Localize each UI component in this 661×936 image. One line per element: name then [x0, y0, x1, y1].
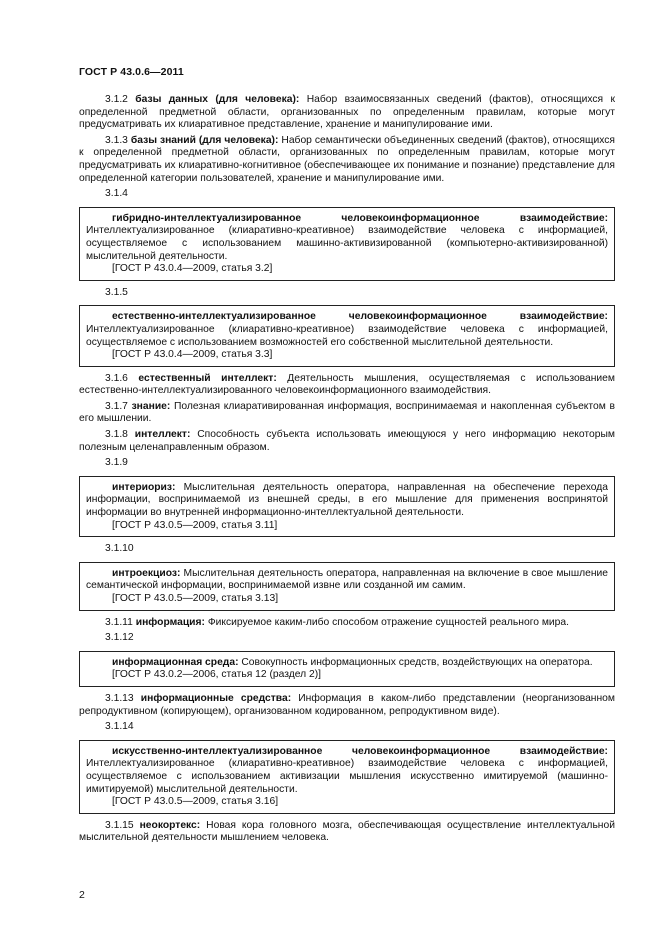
entry-number: 3.1.12	[105, 632, 134, 644]
entry-3-1-11	[79, 617, 615, 630]
entry-definition: Фиксируемое каким-либо способом отражение сущностей реального мира.	[207, 616, 569, 628]
entry-term: естественно-интеллектуализированное человекоинформационное взаимодействие:	[112, 311, 608, 323]
boxed-entry-3-1-9	[79, 476, 615, 537]
entry-term: знание:	[131, 400, 171, 412]
entry-term: гибридно-интеллектуализированное человекоинформационное взаимодействие:	[112, 212, 608, 224]
entry-number: 3.1.14	[105, 721, 134, 733]
entry-number: 3.1.8	[105, 429, 128, 441]
entry-definition: Мыслительная деятельность оператора, направленная на включение в свое мышление семантической информации, воспринимаемой извне или созданной им самим.	[86, 567, 608, 592]
entry-number: 3.1.7	[105, 400, 128, 412]
boxed-entry-3-1-12	[79, 651, 615, 687]
entry-number: 3.1.13	[105, 692, 134, 704]
entry-term: информационные средства:	[140, 692, 292, 704]
entry-definition: Интеллектуализированное (клиаративно-креативное) взаимодействие человека с информацией, осуществляемое с использованием активизации мышления искусственно имитируемой (машинно-имитируемой) мыслительной деятельности.	[86, 758, 608, 795]
entry-term: информация:	[135, 616, 205, 628]
entry-definition: Интеллектуализированное (клиаративно-креативное) взаимодействие человека с информацией, осуществляемое с использованием возможностей его собственной мыслительной деятельности.	[86, 323, 608, 348]
entry-3-1-2	[79, 94, 615, 132]
entry-3-1-6	[79, 373, 615, 398]
entry-definition: Мыслительная деятельность оператора, направленная на обеспечение перехода информации, воспринимаемой из внешней среды, в его мышление для применения воспринятой информации во внутренней информационно-интеллектуальной деятельности.	[86, 481, 608, 519]
entry-term: интериориз:	[112, 481, 176, 493]
boxed-entry-3-1-5	[79, 305, 615, 366]
entry-definition: Полезная клиаративированная информация, воспринимаемая и накопленная субъектом в его мышлении.	[79, 400, 615, 425]
boxed-entry-3-1-4	[79, 207, 615, 281]
boxed-entry-3-1-10	[79, 562, 615, 611]
entry-reference: [ГОСТ Р 43.0.4—2009, статья 3.2]	[112, 263, 273, 275]
boxed-entry-3-1-14	[79, 740, 615, 814]
entry-number: 3.1.9	[105, 457, 128, 469]
entry-definition: Информация в каком-либо представлении (неорганизованном репродуктивном (копирующем), организованном кодированном, репродуктивном виде).	[79, 692, 615, 717]
entry-reference: [ГОСТ Р 43.0.5—2009, статья 3.11]	[112, 519, 278, 531]
entry-term: базы знаний (для человека):	[130, 134, 279, 146]
entry-reference: [ГОСТ Р 43.0.5—2009, статья 3.13]	[112, 593, 279, 604]
entry-number: 3.1.5	[105, 286, 128, 298]
entry-3-1-8	[79, 429, 615, 454]
entry-term: естественный интеллект:	[138, 372, 277, 384]
entry-3-1-13	[79, 693, 615, 718]
entry-term: интеллект:	[134, 429, 191, 441]
entry-term: интроекциоз:	[112, 567, 181, 579]
document-body	[79, 94, 615, 848]
entry-definition: Набор взаимосвязанных сведений (фактов), относящихся к определенной предметной области, организованных по определенным правилам, которые могут предусматривать их клиаративное представление, хранение и манипулирование ими.	[79, 94, 615, 131]
entry-term: искусственно-интеллектуализированное человекоинформационное взаимодействие:	[112, 745, 608, 757]
entry-number: 3.1.10	[105, 543, 134, 555]
document-header: ГОСТ Р 43.0.6—2011	[79, 66, 184, 78]
page-number: 2	[79, 889, 85, 901]
entry-reference: [ГОСТ Р 43.0.5—2009, статья 3.16]	[112, 796, 279, 808]
entry-number: 3.1.3	[105, 134, 128, 146]
entry-3-1-7	[79, 401, 615, 426]
entry-definition: Совокупность информационных средств, воздействующих на оператора.	[241, 656, 593, 668]
entry-definition: Интеллектуализированное (клиаративно-креативное) взаимодействие человека с информацией, осуществляемое с использованием машинно-активизированной (компьютерно-активизированной) мыслительной деятельности.	[86, 225, 608, 262]
entry-number: 3.1.6	[105, 372, 128, 384]
entry-reference: [ГОСТ Р 43.0.2—2006, статья 12 (раздел 2)]	[112, 669, 322, 681]
entry-number: 3.1.15	[105, 819, 134, 831]
entry-3-1-15	[79, 820, 615, 845]
entry-number: 3.1.11	[105, 616, 133, 628]
entry-term: базы данных (для человека):	[135, 94, 300, 105]
entry-definition: Новая кора головного мозга, обеспечивающая осуществление интеллектуальной мыслительной деятельности мышлением человека.	[79, 819, 615, 844]
entry-number: 3.1.2	[105, 94, 128, 105]
entry-reference: [ГОСТ Р 43.0.4—2009, статья 3.3]	[112, 349, 273, 361]
entry-term: неокортекс:	[139, 819, 201, 831]
entry-number: 3.1.4	[105, 188, 128, 200]
entry-definition: Набор семантически объединенных сведений (фактов), относящихся к определенной предметной области, организованных по определенным правилам, которые могут предусматривать их клиаративно-когнитивное (обеспечивающее их понимание и познание) представление для определенной категории пользователей, хранение и манипулирование ими.	[79, 134, 615, 184]
entry-3-1-3	[79, 135, 615, 185]
entry-definition: Способность субъекта использовать имеющуюся у него информацию некоторым полезным целенаправленным образом.	[79, 429, 615, 453]
entry-definition: Деятельность мышления, осуществляемая с использованием естественно-интеллектуализированного человекоинформационного взаимодействия.	[79, 372, 615, 397]
entry-term: информационная среда:	[112, 656, 239, 668]
